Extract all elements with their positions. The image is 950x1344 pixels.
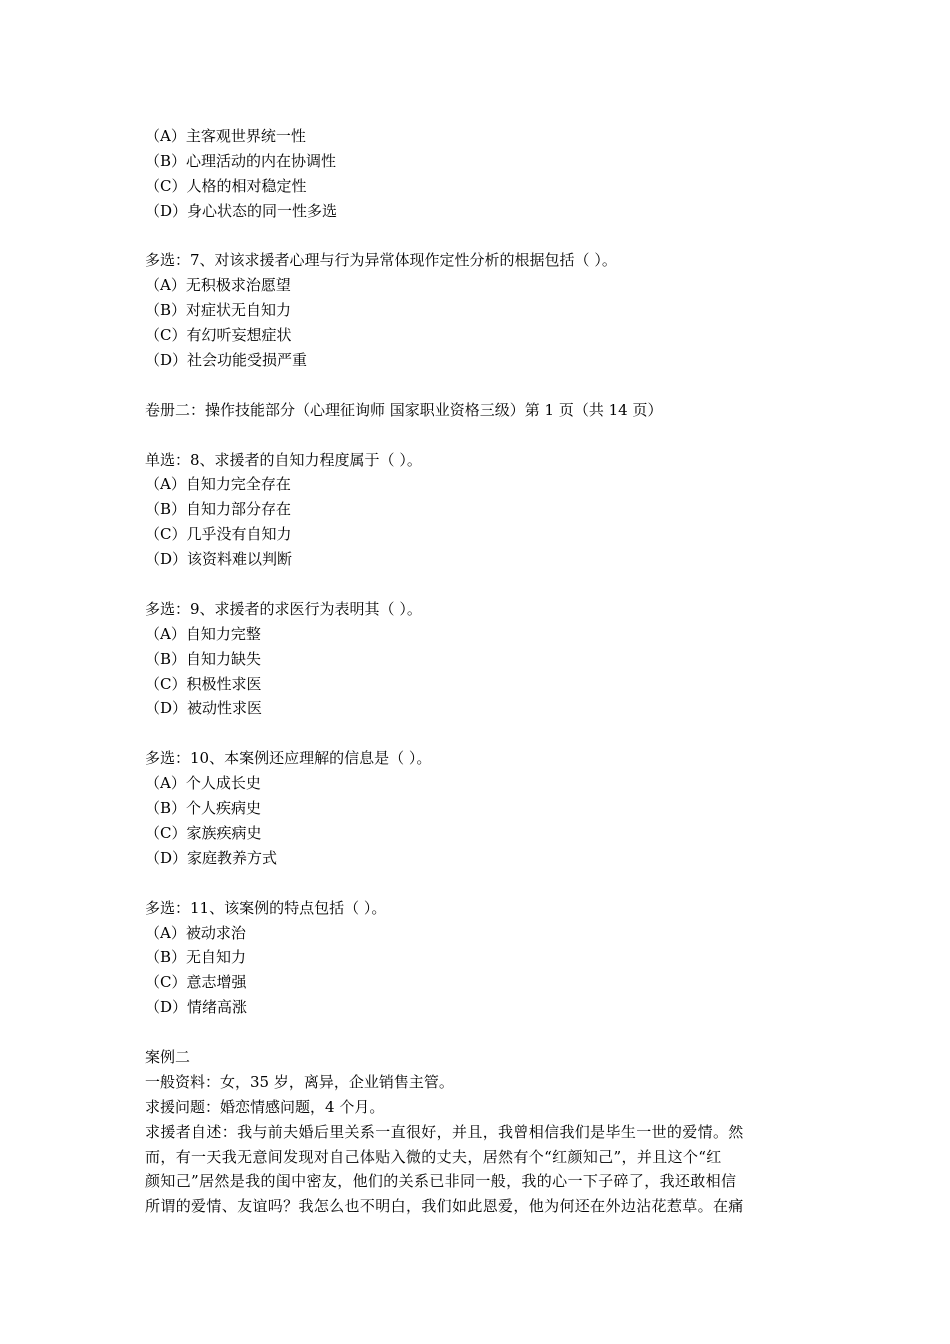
- statement-line: 颜知己”居然是我的闺中密友，他们的关系已非同一般，我的心一下子碎了，我还敢相信: [145, 1172, 737, 1191]
- general-info: 一般资料：女，35 岁，离异，企业销售主管。: [145, 1072, 454, 1091]
- case-two-section: [145, 1045, 809, 1219]
- spacer: [145, 871, 809, 896]
- question-8: [145, 448, 809, 572]
- option-b: （B）对症状无自知力: [145, 301, 292, 320]
- option-d: （D）社会功能受损严重: [145, 351, 308, 370]
- statement-line: 而，有一天我无意间发现对自己体贴入微的丈夫，居然有个“红颜知己”，并且这个“红: [145, 1147, 722, 1166]
- document-body: [145, 124, 809, 1219]
- option-c: （C）有幻听妄想症状: [145, 326, 292, 345]
- spacer: [145, 721, 809, 746]
- spacer: [145, 423, 809, 448]
- option-c: （C）人格的相对稳定性: [145, 176, 307, 195]
- option-a: （A）主客观世界统一性: [145, 127, 306, 145]
- option-d: （D）情绪高涨: [145, 998, 248, 1017]
- option-a: （A）个人成长史: [145, 774, 261, 793]
- spacer: [145, 572, 809, 597]
- statement-line: 所谓的爱情、友谊吗？我怎么也不明白，我们如此恩爱，他为何还在外边沾花惹草。在痛: [145, 1197, 744, 1216]
- option-c: （C）积极性求医: [145, 674, 262, 693]
- option-b: （B）自知力缺失: [145, 649, 262, 668]
- option-a: （A）无积极求治愿望: [145, 276, 291, 295]
- option-a: （A）自知力完全存在: [145, 475, 291, 494]
- question-stem: 多选：11、该案例的特点包括（ ）。: [145, 898, 387, 917]
- question-stem: 多选：7、对该求援者心理与行为异常体现作定性分析的根据包括（ ）。: [145, 251, 617, 270]
- spacer: [145, 373, 809, 398]
- case-title: 案例二: [145, 1047, 191, 1066]
- option-d: （D）身心状态的同一性多选: [145, 201, 338, 220]
- option-b: （B）心理活动的内在协调性: [145, 151, 337, 170]
- statement-line: 求援者自述：我与前夫婚后里关系一直很好，并且，我曾相信我们是毕生一世的爱情。然: [145, 1122, 744, 1141]
- option-d: （D）家庭教养方式: [145, 848, 278, 867]
- question-9: [145, 597, 809, 721]
- question-stem: 多选：9、求援者的求医行为表明其（ ）。: [145, 599, 422, 618]
- option-d: （D）被动性求医: [145, 699, 263, 718]
- spacer: [145, 1020, 809, 1045]
- help-problem: 求援问题：婚恋情感问题，4 个月。: [145, 1097, 385, 1116]
- option-b: （B）个人疾病史: [145, 799, 262, 818]
- option-b: （B）无自知力: [145, 948, 247, 967]
- option-b: （B）自知力部分存在: [145, 500, 292, 519]
- question-11: [145, 896, 809, 1020]
- question-6-options: [145, 124, 809, 224]
- option-c: （C）几乎没有自知力: [145, 525, 292, 544]
- spacer: [145, 224, 809, 249]
- page-header-text: 卷册二：操作技能部分（心理征询师 国家职业资格三级）第 1 页（共 14 页）: [145, 400, 663, 419]
- question-stem: 单选：8、求援者的自知力程度属于（ ）。: [145, 450, 422, 469]
- question-10: [145, 746, 809, 870]
- question-stem: 多选：10、本案例还应理解的信息是（ ）。: [145, 749, 432, 768]
- option-c: （C）家族疾病史: [145, 823, 262, 842]
- question-7: [145, 248, 809, 372]
- option-c: （C）意志增强: [145, 973, 247, 992]
- option-a: （A）自知力完整: [145, 624, 261, 643]
- option-d: （D）该资料难以判断: [145, 550, 293, 569]
- option-a: （A）被动求治: [145, 923, 246, 942]
